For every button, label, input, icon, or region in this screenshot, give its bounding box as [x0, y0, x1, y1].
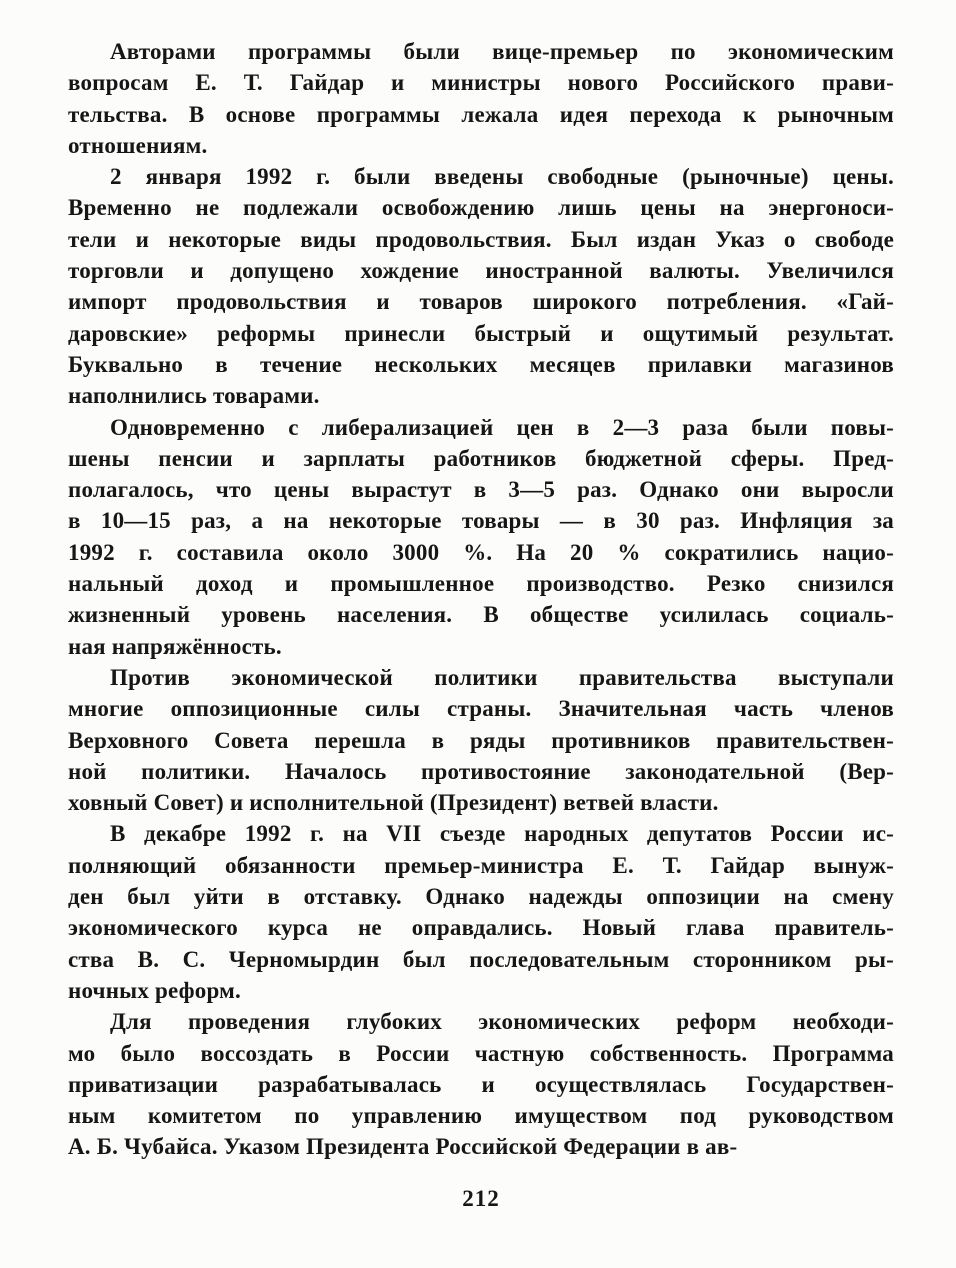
- text-line: Для проведения глубоких экономических реформ необходи-: [110, 1009, 894, 1035]
- paragraph: [68, 412, 894, 662]
- text-line: наполнились товарами.: [68, 383, 320, 409]
- text-line: импорт продовольствия и товаров широкого потребления. «Гай-: [68, 289, 894, 315]
- paragraph: [68, 1006, 894, 1162]
- body-text: [68, 36, 894, 1163]
- text-line: В декабре 1992 г. на VII съезде народных депутатов России ис-: [110, 821, 894, 847]
- text-line: тели и некоторые виды продовольствия. Был издан Указ о свободе: [68, 226, 894, 252]
- text-line: нальный доход и промышленное производство. Резко снизился: [68, 571, 894, 597]
- text-line: вопросам Е. Т. Гайдар и министры нового Российского прави-: [68, 70, 894, 96]
- text-line: тельства. В основе программы лежала идея перехода к рыночным: [68, 101, 894, 127]
- text-line: Против экономической политики правительства выступали: [110, 664, 894, 690]
- text-line: ной политики. Началось противостояние законодательной (Вер-: [68, 758, 894, 784]
- text-line: Авторами программы были вице-премьер по экономическим: [110, 39, 894, 64]
- text-line: полняющий обязанности премьер-министра Е. Т. Гайдар вынуж-: [68, 852, 894, 878]
- text-line: ночных реформ.: [68, 977, 241, 1003]
- text-line: полагалось, что цены вырастут в 3—5 раз. Однако они выросли: [68, 477, 894, 503]
- paragraph: [68, 36, 894, 161]
- text-line: в 10—15 раз, а на некоторые товары — в 30 раз. Инфляция за: [68, 508, 894, 534]
- text-line: ховный Совет) и исполнительной (Президент) ветвей власти.: [68, 790, 719, 816]
- text-line: приватизации разрабатывалась и осуществлялась Государствен-: [68, 1071, 894, 1097]
- text-line: А. Б. Чубайса. Указом Президента Российской Федерации в ав-: [68, 1134, 738, 1160]
- text-line: Буквально в течение нескольких месяцев прилавки магазинов: [68, 351, 894, 377]
- text-line: ства В. С. Черномырдин был последовательным сторонником ры-: [68, 946, 894, 972]
- text-line: мо было воссоздать в России частную собственность. Программа: [68, 1040, 894, 1066]
- text-line: ная напряжённость.: [68, 633, 282, 659]
- text-line: ным комитетом по управлению имуществом под руководством: [68, 1103, 894, 1129]
- text-line: торговли и допущено хождение иностранной валюты. Увеличился: [68, 258, 894, 284]
- text-line: жизненный уровень населения. В обществе усилилась социаль-: [68, 602, 894, 628]
- text-line: 1992 г. составила около 3000 %. На 20 % сократились нацио-: [68, 539, 894, 565]
- text-line: многие оппозиционные силы страны. Значительная часть членов: [68, 696, 894, 722]
- text-line: Верховного Совета перешла в ряды противников правительствен-: [68, 727, 894, 753]
- text-line: 2 января 1992 г. были введены свободные (рыночные) цены.: [110, 164, 894, 190]
- text-line: шены пенсии и зарплаты работников бюджетной сферы. Пред-: [68, 445, 894, 471]
- text-line: Временно не подлежали освобождению лишь цены на энергоноси-: [68, 195, 894, 221]
- text-line: отношениям.: [68, 132, 208, 158]
- paragraph: [68, 161, 894, 411]
- page-number: 212: [462, 1186, 500, 1211]
- paragraph: [68, 818, 894, 1006]
- text-line: экономического курса не оправдались. Новый глава правитель-: [68, 915, 894, 941]
- text-line: ден был уйти в отставку. Однако надежды оппозиции на смену: [68, 884, 894, 910]
- paragraph: [68, 662, 894, 818]
- text-line: Одновременно с либерализацией цен в 2—3 раза были повы-: [110, 414, 894, 440]
- text-line: даровские» реформы принесли быстрый и ощутимый результат.: [68, 320, 894, 346]
